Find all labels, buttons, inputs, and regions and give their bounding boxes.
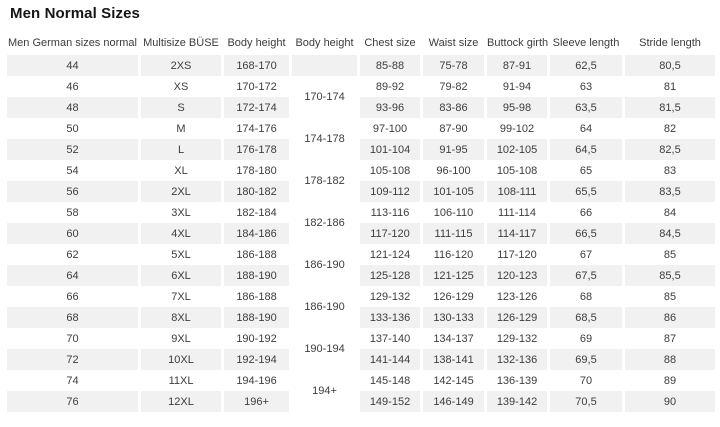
cell-height: 188-190 [224, 307, 289, 328]
cell-chest: 149-152 [360, 391, 420, 412]
cell-waist: 130-133 [423, 307, 484, 328]
cell-german: 62 [7, 244, 138, 265]
cell-buttock: 108-111 [487, 181, 547, 202]
cell-multisize: 8XL [141, 307, 221, 328]
cell-waist: 106-110 [423, 202, 484, 223]
cell-height: 172-174 [224, 97, 289, 118]
table-row [7, 202, 715, 223]
table-row [7, 223, 715, 244]
cell-chest: 93-96 [360, 97, 420, 118]
cell-waist: 142-145 [423, 370, 484, 391]
cell-height: 186-188 [224, 286, 289, 307]
cell-waist: 146-149 [423, 391, 484, 412]
cell-sleeve: 70 [550, 370, 622, 391]
cell-height: 184-186 [224, 223, 289, 244]
table-row [7, 328, 715, 349]
cell-waist: 96-100 [423, 160, 484, 181]
cell-body-height-group: 178-182 [292, 160, 357, 202]
table-row [7, 118, 715, 139]
cell-height: 182-184 [224, 202, 289, 223]
cell-german: 50 [7, 118, 138, 139]
column-header-waist: Waist size [428, 37, 479, 49]
column-header-stride: Stride length [639, 37, 701, 49]
page-title: Men Normal Sizes [10, 5, 140, 22]
cell-sleeve: 67,5 [550, 265, 622, 286]
cell-height: 174-176 [224, 118, 289, 139]
cell-chest: 133-136 [360, 307, 420, 328]
cell-waist: 91-95 [423, 139, 484, 160]
cell-sleeve: 63 [550, 76, 622, 97]
cell-height: 178-180 [224, 160, 289, 181]
cell-buttock: 117-120 [487, 244, 547, 265]
cell-german: 60 [7, 223, 138, 244]
cell-stride: 84,5 [625, 223, 715, 244]
cell-german: 72 [7, 349, 138, 370]
cell-sleeve: 65,5 [550, 181, 622, 202]
cell-multisize: 2XL [141, 181, 221, 202]
cell-multisize: 4XL [141, 223, 221, 244]
table-body [7, 55, 715, 412]
cell-chest: 89-92 [360, 76, 420, 97]
cell-waist: 79-82 [423, 76, 484, 97]
cell-buttock: 99-102 [487, 118, 547, 139]
cell-buttock: 102-105 [487, 139, 547, 160]
cell-multisize: XL [141, 160, 221, 181]
cell-stride: 82 [625, 118, 715, 139]
cell-stride: 83 [625, 160, 715, 181]
cell-german: 76 [7, 391, 138, 412]
cell-height: 188-190 [224, 265, 289, 286]
cell-german: 46 [7, 76, 138, 97]
cell-multisize: 11XL [141, 370, 221, 391]
table-row [7, 244, 715, 265]
cell-multisize: 12XL [141, 391, 221, 412]
cell-sleeve: 64,5 [550, 139, 622, 160]
cell-multisize: 6XL [141, 265, 221, 286]
column-header-chest: Chest size [364, 37, 416, 49]
cell-sleeve: 66,5 [550, 223, 622, 244]
cell-german: 68 [7, 307, 138, 328]
cell-german: 44 [7, 55, 138, 76]
cell-sleeve: 65 [550, 160, 622, 181]
column-header-multisize: Multisize BÜSE [143, 37, 219, 49]
table-row [7, 265, 715, 286]
cell-waist: 126-129 [423, 286, 484, 307]
cell-sleeve: 62,5 [550, 55, 622, 76]
cell-body-height-group: 190-194 [292, 328, 357, 370]
cell-stride: 84 [625, 202, 715, 223]
table-row [7, 391, 715, 412]
cell-sleeve: 69,5 [550, 349, 622, 370]
cell-chest: 121-124 [360, 244, 420, 265]
cell-chest: 145-148 [360, 370, 420, 391]
cell-multisize: S [141, 97, 221, 118]
cell-buttock: 136-139 [487, 370, 547, 391]
cell-sleeve: 67 [550, 244, 622, 265]
cell-stride: 81 [625, 76, 715, 97]
cell-chest: 85-88 [360, 55, 420, 76]
cell-height: 194-196 [224, 370, 289, 391]
column-header-buttock: Buttock girth [487, 37, 549, 49]
cell-sleeve: 68 [550, 286, 622, 307]
cell-sleeve: 63,5 [550, 97, 622, 118]
cell-chest: 113-116 [360, 202, 420, 223]
cell-height: 180-182 [224, 181, 289, 202]
cell-chest: 105-108 [360, 160, 420, 181]
cell-waist: 75-78 [423, 55, 484, 76]
cell-waist: 87-90 [423, 118, 484, 139]
table-row [7, 76, 715, 97]
cell-stride: 81,5 [625, 97, 715, 118]
cell-german: 52 [7, 139, 138, 160]
cell-german: 48 [7, 97, 138, 118]
cell-chest: 137-140 [360, 328, 420, 349]
table-row [7, 286, 715, 307]
cell-multisize: L [141, 139, 221, 160]
cell-multisize: 2XS [141, 55, 221, 76]
cell-stride: 88 [625, 349, 715, 370]
cell-buttock: 129-132 [487, 328, 547, 349]
cell-stride: 86 [625, 307, 715, 328]
cell-multisize: XS [141, 76, 221, 97]
cell-german: 74 [7, 370, 138, 391]
column-header-sleeve: Sleeve length [552, 37, 620, 49]
cell-stride: 85 [625, 286, 715, 307]
cell-stride: 87 [625, 328, 715, 349]
cell-body-height-group [292, 55, 357, 76]
cell-waist: 111-115 [423, 223, 484, 244]
cell-chest: 109-112 [360, 181, 420, 202]
cell-waist: 134-137 [423, 328, 484, 349]
cell-stride: 89 [625, 370, 715, 391]
cell-stride: 85 [625, 244, 715, 265]
cell-german: 66 [7, 286, 138, 307]
cell-height: 170-172 [224, 76, 289, 97]
cell-buttock: 95-98 [487, 97, 547, 118]
cell-chest: 117-120 [360, 223, 420, 244]
cell-body-height-group: 170-174 [292, 76, 357, 118]
cell-multisize: 9XL [141, 328, 221, 349]
cell-multisize: 3XL [141, 202, 221, 223]
table-row [7, 349, 715, 370]
cell-height: 192-194 [224, 349, 289, 370]
cell-stride: 82,5 [625, 139, 715, 160]
cell-multisize: M [141, 118, 221, 139]
cell-buttock: 132-136 [487, 349, 547, 370]
cell-german: 70 [7, 328, 138, 349]
table-row [7, 55, 715, 76]
column-header-height: Body height [227, 37, 286, 49]
cell-german: 54 [7, 160, 138, 181]
cell-german: 58 [7, 202, 138, 223]
cell-buttock: 114-117 [487, 223, 547, 244]
table-row [7, 370, 715, 391]
cell-multisize: 5XL [141, 244, 221, 265]
cell-body-height-group: 194+ [292, 370, 357, 412]
cell-buttock: 111-114 [487, 202, 547, 223]
column-header-height_group: Body height [295, 37, 354, 49]
column-header-german: Men German sizes normal [8, 37, 137, 49]
cell-chest: 97-100 [360, 118, 420, 139]
men-normal-sizes-table [4, 31, 718, 412]
cell-height: 190-192 [224, 328, 289, 349]
cell-height: 168-170 [224, 55, 289, 76]
cell-stride: 80,5 [625, 55, 715, 76]
table-row [7, 307, 715, 328]
cell-body-height-group: 174-178 [292, 118, 357, 160]
cell-sleeve: 66 [550, 202, 622, 223]
cell-waist: 121-125 [423, 265, 484, 286]
cell-multisize: 10XL [141, 349, 221, 370]
cell-waist: 83-86 [423, 97, 484, 118]
cell-chest: 101-104 [360, 139, 420, 160]
cell-height: 186-188 [224, 244, 289, 265]
cell-waist: 138-141 [423, 349, 484, 370]
cell-sleeve: 64 [550, 118, 622, 139]
cell-waist: 101-105 [423, 181, 484, 202]
cell-chest: 141-144 [360, 349, 420, 370]
cell-body-height-group: 182-186 [292, 202, 357, 244]
cell-sleeve: 69 [550, 328, 622, 349]
cell-body-height-group: 186-190 [292, 244, 357, 286]
cell-chest: 125-128 [360, 265, 420, 286]
cell-multisize: 7XL [141, 286, 221, 307]
cell-sleeve: 70,5 [550, 391, 622, 412]
cell-buttock: 139-142 [487, 391, 547, 412]
cell-stride: 85,5 [625, 265, 715, 286]
cell-stride: 90 [625, 391, 715, 412]
table-row [7, 97, 715, 118]
cell-german: 64 [7, 265, 138, 286]
table-row [7, 181, 715, 202]
table-row [7, 139, 715, 160]
cell-height: 176-178 [224, 139, 289, 160]
cell-german: 56 [7, 181, 138, 202]
cell-buttock: 126-129 [487, 307, 547, 328]
cell-waist: 116-120 [423, 244, 484, 265]
cell-height: 196+ [224, 391, 289, 412]
header-row [7, 31, 715, 55]
cell-sleeve: 68,5 [550, 307, 622, 328]
cell-buttock: 123-126 [487, 286, 547, 307]
cell-buttock: 120-123 [487, 265, 547, 286]
cell-body-height-group: 186-190 [292, 286, 357, 328]
table-row [7, 160, 715, 181]
cell-buttock: 105-108 [487, 160, 547, 181]
cell-chest: 129-132 [360, 286, 420, 307]
cell-stride: 83,5 [625, 181, 715, 202]
cell-buttock: 91-94 [487, 76, 547, 97]
cell-buttock: 87-91 [487, 55, 547, 76]
